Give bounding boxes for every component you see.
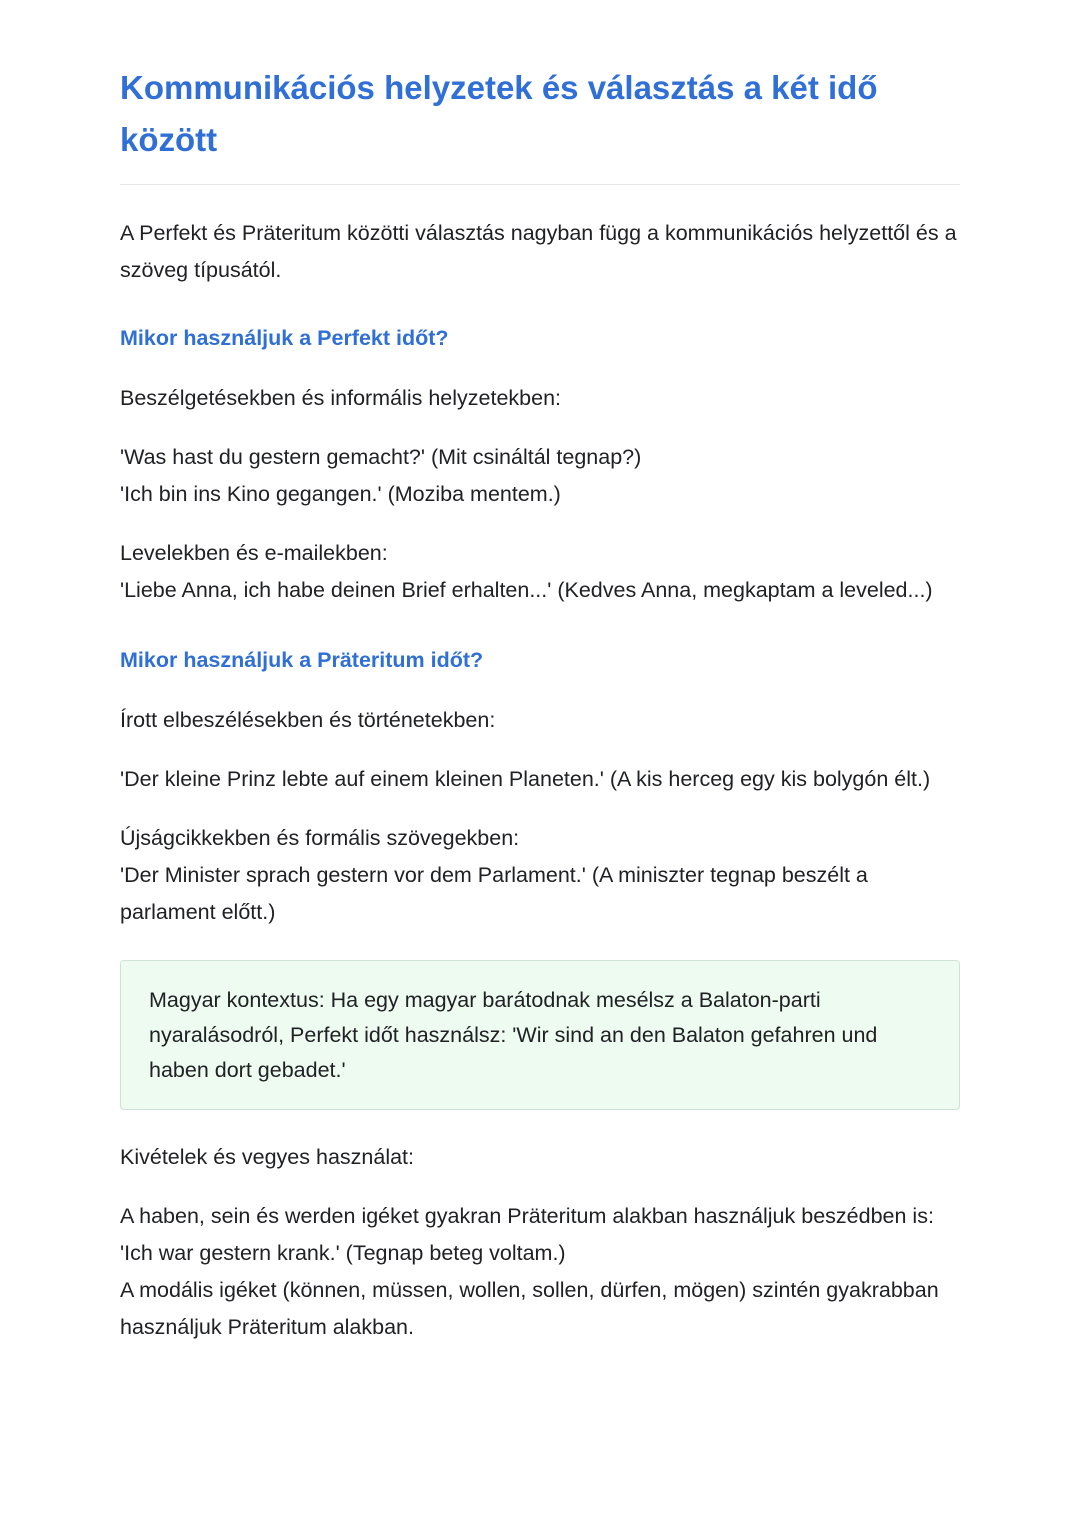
letters-block [120, 535, 960, 609]
conversation-example-2: 'Ich bin ins Kino gegangen.' (Moziba mentem.) [120, 482, 561, 506]
exceptions-block [120, 1198, 960, 1346]
exceptions-label: Kivételek és vegyes használat: [120, 1145, 414, 1169]
letters-example: 'Liebe Anna, ich habe deinen Brief erhalten...' (Kedves Anna, megkaptam a leveled...) [120, 578, 933, 602]
conversation-label: Beszélgetésekben és informális helyzetekben: [120, 386, 562, 410]
exceptions-modal: A modális igéket (können, müssen, wollen, sollen, dürfen, mögen) szintén gyakrabban használjuk Präteritum alakban. [120, 1278, 939, 1339]
conversation-examples [120, 439, 960, 513]
letters-label: Levelekben és e-mailekben: [120, 541, 388, 565]
formal-example: 'Der Minister sprach gestern vor dem Parlament.' (A miniszter tegnap beszélt a parlament előtt.) [120, 863, 868, 924]
formal-block [120, 820, 960, 931]
conversation-example-1: 'Was hast du gestern gemacht?' (Mit csináltál tegnap?) [120, 445, 642, 469]
intro-paragraph: A Perfekt és Präteritum közötti választás nagyban függ a kommunikációs helyzettől és a szöveg típusától. [120, 221, 957, 282]
narrative-example: 'Der kleine Prinz lebte auf einem kleinen Planeten.' (A kis herceg egy kis bolygón élt.) [120, 767, 931, 791]
document-page [120, 62, 960, 1346]
perfekt-heading: Mikor használjuk a Perfekt időt? [120, 326, 449, 350]
prateritum-heading: Mikor használjuk a Präteritum időt? [120, 648, 484, 672]
page-title: Kommunikációs helyzetek és választás a két idő között [120, 62, 960, 185]
formal-label: Újságcikkekben és formális szövegekben: [120, 826, 520, 850]
context-note-box [120, 960, 960, 1110]
context-note-text: Magyar kontextus: Ha egy magyar barátodnak mesélsz a Balaton-parti nyaralásodról, Perfekt időt használsz: 'Wir sind an den Balaton gefahren und haben dort gebadet.' [149, 988, 878, 1082]
narrative-label: Írott elbeszélésekben és történetekben: [120, 708, 496, 732]
exceptions-haben-sein: A haben, sein és werden igéket gyakran Präteritum alakban használjuk beszédben is: 'Ich war gestern krank.' (Tegnap beteg voltam.) [120, 1204, 934, 1265]
